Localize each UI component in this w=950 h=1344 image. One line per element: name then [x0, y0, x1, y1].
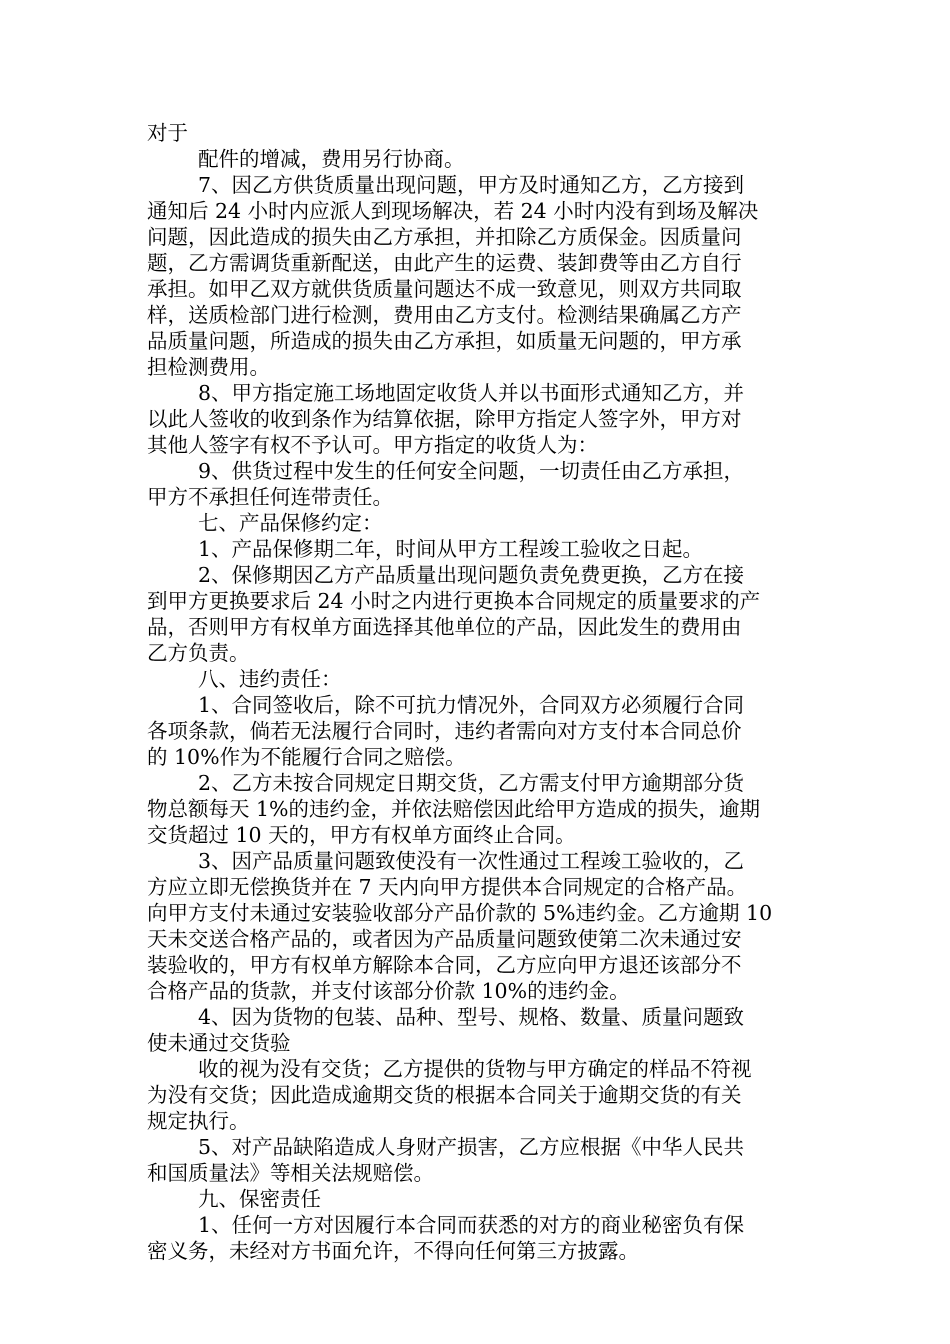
text-line: 收的视为没有交货；乙方提供的货物与甲方确定的样品不符视: [198, 1057, 752, 1081]
text-line: 承担。如甲乙双方就供货质量问题达不成一致意见，则双方共同取: [147, 277, 742, 301]
text-line: 九、保密责任: [198, 1187, 321, 1211]
text-line: 通知后 24 小时内应派人到现场解决，若 24 小时内没有到场及解决: [147, 199, 759, 223]
text-line: 方应立即无偿换货并在 7 天内向甲方提供本合同规定的合格产品。: [147, 875, 748, 899]
text-line: 品，否则甲方有权单方面选择其他单位的产品，因此发生的费用由: [147, 615, 742, 639]
text-line: 为没有交货；因此造成逾期交货的根据本合同关于逾期交货的有关: [147, 1083, 742, 1107]
text-line: 装验收的，甲方有权单方解除本合同，乙方应向甲方退还该部分不: [147, 953, 742, 977]
text-line: 1、任何一方对因履行本合同而获悉的对方的商业秘密负有保: [198, 1213, 745, 1237]
text-line: 物总额每天 1%的违约金，并依法赔偿因此给甲方造成的损失，逾期: [147, 797, 761, 821]
text-line: 合格产品的货款，并支付该部分价款 10%的违约金。: [147, 979, 630, 1003]
text-line: 9、供货过程中发生的任何安全问题，一切责任由乙方承担，: [198, 459, 745, 483]
text-line: 七、产品保修约定：: [198, 511, 383, 535]
text-line: 题，乙方需调货重新配送，由此产生的运费、装卸费等由乙方自行: [147, 251, 742, 275]
text-line: 1、合同签收后，除不可抗力情况外，合同双方必须履行合同: [198, 693, 745, 717]
text-line: 规定执行。: [147, 1109, 250, 1133]
text-line: 密义务，未经对方书面允许，不得向任何第三方披露。: [147, 1239, 639, 1263]
text-line: 各项条款，倘若无法履行合同时，违约者需向对方支付本合同总价: [147, 719, 742, 743]
text-line: 以此人签收的收到条作为结算依据，除甲方指定人签字外，甲方对: [147, 407, 742, 431]
text-line: 8、甲方指定施工场地固定收货人并以书面形式通知乙方，并: [198, 381, 745, 405]
text-line: 品质量问题，所造成的损失由乙方承担，如质量无问题的，甲方承: [147, 329, 742, 353]
text-line: 7、因乙方供货质量出现问题，甲方及时通知乙方，乙方接到: [198, 173, 745, 197]
text-line: 交货超过 10 天的，甲方有权单方面终止合同。: [147, 823, 576, 847]
text-line: 乙方负责。: [147, 641, 250, 665]
text-line: 八、违约责任：: [198, 667, 342, 691]
text-line: 对于: [147, 121, 188, 145]
text-line: 1、产品保修期二年，时间从甲方工程竣工验收之日起。: [198, 537, 704, 561]
text-line: 使未通过交货验: [147, 1031, 291, 1055]
text-line: 5、对产品缺陷造成人身财产损害，乙方应根据《中华人民共: [198, 1135, 745, 1159]
text-line: 问题，因此造成的损失由乙方承担，并扣除乙方质保金。因质量问: [147, 225, 742, 249]
text-line: 的 10%作为不能履行合同之赔偿。: [147, 745, 466, 769]
text-line: 和国质量法》等相关法规赔偿。: [147, 1161, 434, 1185]
text-line: 配件的增减，费用另行协商。: [198, 147, 465, 171]
text-line: 甲方不承担任何连带责任。: [147, 485, 393, 509]
document-page: [147, 120, 807, 1264]
text-line: 到甲方更换要求后 24 小时之内进行更换本合同规定的质量要求的产: [147, 589, 761, 613]
text-line: 3、因产品质量问题致使没有一次性通过工程竣工验收的，乙: [198, 849, 745, 873]
text-line: 2、乙方未按合同规定日期交货，乙方需支付甲方逾期部分货: [198, 771, 745, 795]
text-line: 4、因为货物的包装、品种、型号、规格、数量、质量问题致: [198, 1005, 745, 1029]
text-line: 向甲方支付未通过安装验收部分产品价款的 5%违约金。乙方逾期 10: [147, 901, 773, 925]
text-line: 样，送质检部门进行检测，费用由乙方支付。检测结果确属乙方产: [147, 303, 742, 327]
text-line: 其他人签字有权不予认可。甲方指定的收货人为：: [147, 433, 598, 457]
text-line: 2、保修期因乙方产品质量出现问题负责免费更换，乙方在接: [198, 563, 745, 587]
text-line: 担检测费用。: [147, 355, 270, 379]
text-line: 天未交送合格产品的，或者因为产品质量问题致使第二次未通过安: [147, 927, 742, 951]
